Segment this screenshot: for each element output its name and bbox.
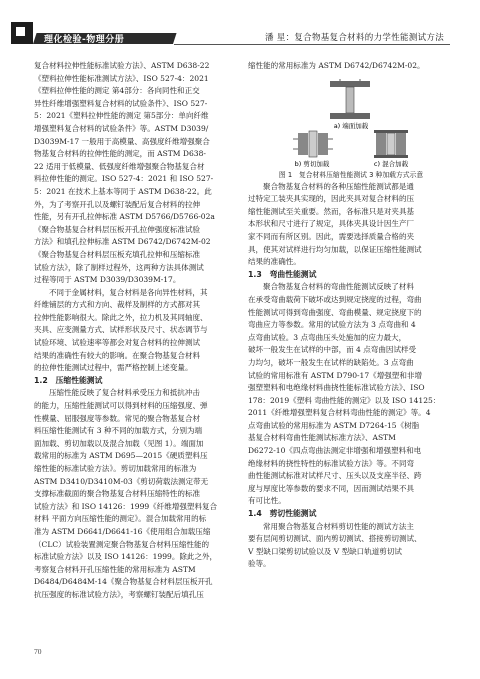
text-line: 《聚合物基复合材料层压板充填孔拉伸和压缩标准 — [34, 249, 201, 259]
text-line: 纤维铺层的方式和方向、裁样及制样的方式都对其 — [34, 300, 201, 310]
text-line: 家不同而有所区别。因此，需要选择质量合格的夹 — [248, 231, 415, 241]
text-line: 结果的准确性。 — [248, 257, 301, 267]
text-line: 试验方法》，除了制样过程外，这两种方法具体测试 — [34, 262, 204, 272]
text-line: 本形状和尺寸进行了规定，具体夹具设计因生产厂 — [248, 219, 415, 229]
text-line: 料拉伸性能的测定。ISO 527-4：2021 和 ISO 527- — [34, 174, 214, 184]
text-line: 点弯曲试验的常用标准为 ASTM D7264-15《树脂 — [248, 420, 420, 430]
text-line: 点弯曲试验。3 点弯曲压头处施加的应力最大， — [248, 332, 407, 342]
text-line: 有可比性。 — [248, 496, 286, 506]
text-line: 增强塑料复合材料的试验条件》等。ASTM D3039/ — [34, 123, 209, 133]
text-line: 标准试验方法》以及 ISO 14126：1999。除此之外， — [34, 552, 218, 562]
text-line: V 型缺口梁剪切试验以及 V 型缺口轨道剪切试 — [248, 546, 402, 556]
text-line: 弯曲应力等参数。常用的试验方法为 3 点弯曲和 4 — [248, 320, 416, 330]
text-line: D3039M-17 一般用于高模量、高强度纤维增强聚合 — [34, 136, 210, 146]
text-line: 过特定工装夹具实现的，因此夹具对复合材料的压 — [248, 194, 415, 204]
text-line: ASTM D3410/D3410M-03《剪切荷载法测定带无 — [34, 476, 209, 486]
text-line: 试验方法》和 ISO 14126：1999《纤维增强塑料复合 — [34, 501, 218, 511]
figure-caption: 图 1 复合材料压缩性能测试 3 种加载方式示意 — [278, 170, 424, 179]
text-line: 5：2021《塑料拉伸性能的测定 第5部分：单向纤维 — [34, 111, 209, 121]
text-line: 复合材料拉伸性能标准试验方法》、ASTM D638-22 — [34, 61, 210, 70]
shear-loading-diagram — [293, 131, 333, 157]
text-line: 面加载、剪切加载以及混合加载（见图 1）。端面加 — [34, 438, 204, 448]
text-line: 的能力，压缩性能测试可以得到材料的压缩强度、弹 — [34, 401, 208, 411]
text-line: 性能，另有开孔拉伸标准 ASTM D5766/D5766-02a — [34, 212, 215, 222]
label-a: a) 端面加载 — [333, 121, 369, 130]
text-line: 夹具、应变测量方式、试样形状及尺寸、状态调节与 — [34, 325, 208, 335]
text-line: 破坏一般发生在试样的中部，而 4 点弯曲因试样受 — [248, 345, 417, 355]
text-line: 物基复合材料的拉伸性能的测定，而 ASTM D638- — [34, 149, 206, 159]
journal-logo-mark — [16, 27, 25, 36]
text-line: 具，使其对试样进行均匀加载，以保证压缩性能测试 — [248, 244, 422, 254]
text-line: 力均匀，破坏一般发生在试样的缺陷处。3 点弯曲 — [248, 357, 414, 367]
text-line: 聚合物基复合材料的各种压缩性能测试都是通 — [263, 181, 414, 191]
text-line: 《塑料拉伸性能的测定 第4部分：各向同性和正交 — [34, 86, 200, 96]
text-line: 过程等同于 ASTM D3039/D3039M-17。 — [34, 275, 181, 285]
text-line: 22 适用于低模量、低强度纤维增强聚合物基复合材 — [34, 161, 205, 171]
text-line: 料压缩性能测试有 3 种不同的加载方式，分别为端 — [34, 426, 203, 436]
text-line: 曲性能测试标准对试样尺寸、压头以及支座半径、跨 — [248, 471, 422, 481]
text-line: 方法》和填孔拉伸标准 ASTM D6742/D6742M-02 — [34, 237, 211, 247]
text-line: 支撑标准截面的聚合物基复合材料压缩特性的标准 — [34, 489, 201, 499]
text-line: 常用聚合物基复合材料剪切性能的测试方法主 — [263, 521, 414, 531]
text-line: 结果的准确性有较大的影响。在聚合物基复合材料 — [34, 350, 201, 360]
section-heading: 1.3 弯曲性能测试 — [248, 269, 317, 279]
text-line: 缩性能的常用标准为 ASTM D6742/D6742M-02。 — [248, 61, 425, 70]
text-line: D6272-10《四点弯曲法测定非增强和增强塑料和电 — [248, 446, 422, 456]
text-line: 验等。 — [248, 559, 271, 569]
page-number: 70 — [34, 647, 42, 656]
text-line: 绝缘材料的挠性特性的标准试验方法》等。不同弯 — [248, 458, 415, 468]
text-line: 材料 平面方向压缩性能的测定》。混合加载常用的标 — [34, 514, 207, 524]
left-column — [34, 60, 234, 602]
text-line: 性模量、屈服强度等参数。常见的聚合物基复合材 — [34, 413, 201, 423]
text-line: 试验环境、试验速率等都会对复合材料的拉伸测试 — [34, 338, 201, 348]
text-line: 在承受弯曲载荷下破坏或达到规定挠度的过程，弯曲 — [248, 294, 422, 304]
text-line: 要有层间剪切测试、面内剪切测试、搭接剪切测试、 — [248, 534, 422, 544]
text-line: 拉伸性能影响很大。除此之外，拉力机及其同轴度、 — [34, 312, 208, 322]
header-rule — [174, 44, 450, 45]
text-line: 缩性能测试至关重要。然而，各标准只是对夹具基 — [248, 206, 415, 216]
figure-1-diagram — [248, 79, 454, 167]
text-line: 的拉伸性能测试过程中，需严格控制上述变量。 — [34, 363, 193, 373]
text-line: 压缩性能反映了复合材料承受压力和抵抗冲击 — [49, 388, 200, 398]
text-line: 强塑塑料和电绝缘材料曲挠性能标准试验方法》、ISO — [248, 383, 425, 393]
running-title: 潘 星：复合物基复合材料的力学性能测试方法 — [264, 33, 444, 43]
journal-name: 理化检验-物理分册 — [44, 35, 125, 45]
text-line: 载常用的标准为 ASTM D695—2015《硬质塑料压 — [34, 451, 208, 461]
text-line: 抗压强度的标准试验方法》，考察螺钉装配后填孔压 — [34, 589, 204, 599]
figure-1 — [248, 79, 454, 167]
text-line: 缩性能的标准试验方法》。剪切加载常用的标准为 — [34, 464, 197, 473]
text-line: 度与厚度比等参数的要求不同，因而测试结果不具 — [248, 483, 415, 493]
text-line: 聚合物基复合材料的弯曲性能测试反映了材料 — [263, 282, 414, 292]
text-line: 准为 ASTM D6641/D6641-16《使用组合加载压缩 — [34, 526, 211, 536]
text-line: 性能测试可得到弯曲强度、弯曲模量、规定挠度下的 — [248, 307, 422, 317]
text-line: 异性纤维增强塑料复合材料的试验条件》、ISO 527- — [34, 98, 208, 108]
text-line: 不同于金属材料，复合材料是各向异性材料，其 — [49, 287, 208, 297]
text-line: 《聚合物基复合材料层压板开孔拉伸强度标准试验 — [34, 224, 201, 234]
section-heading: 1.4 剪切性能测试 — [248, 509, 317, 519]
label-b: b) 剪切加载 — [294, 159, 330, 167]
section-heading: 1.2 压缩性能测试 — [34, 375, 103, 385]
text-line: 考察复合材料开孔压缩性能的常用标准为 ASTM — [34, 564, 196, 574]
text-line: 试验的常用标准有 ASTM D790-17《增强塑和非增 — [248, 370, 422, 380]
text-line: D6484/D6484M-14《聚合物基复合材料层压板开孔 — [34, 577, 213, 587]
right-column — [248, 60, 454, 571]
text-line: 5：2021 在技术上基本等同于 ASTM D638-22。此 — [34, 186, 212, 196]
text-line: 178：2019《塑料 弯曲性能的测定》以及 ISO 14125： — [248, 395, 441, 405]
end-loading-diagram — [330, 79, 370, 119]
text-line: 《塑料拉伸性能标准测试方法》、ISO 527-4：2021 — [34, 73, 209, 83]
text-line: 2011《纤维增强塑料复合材料弯曲性能的测定》等。4 — [248, 408, 431, 418]
label-c: c) 混合加载 — [373, 159, 409, 167]
text-line: 外，为了考察开孔以及螺钉装配后复合材料的拉伸 — [34, 199, 201, 209]
text-line: 基复合材料弯曲性能测试标准方法》、ASTM — [248, 433, 396, 443]
text-line: （CLC）试验装置测定聚合物基复合材料压缩性能的 — [34, 539, 210, 549]
combined-loading-diagram — [374, 130, 408, 158]
